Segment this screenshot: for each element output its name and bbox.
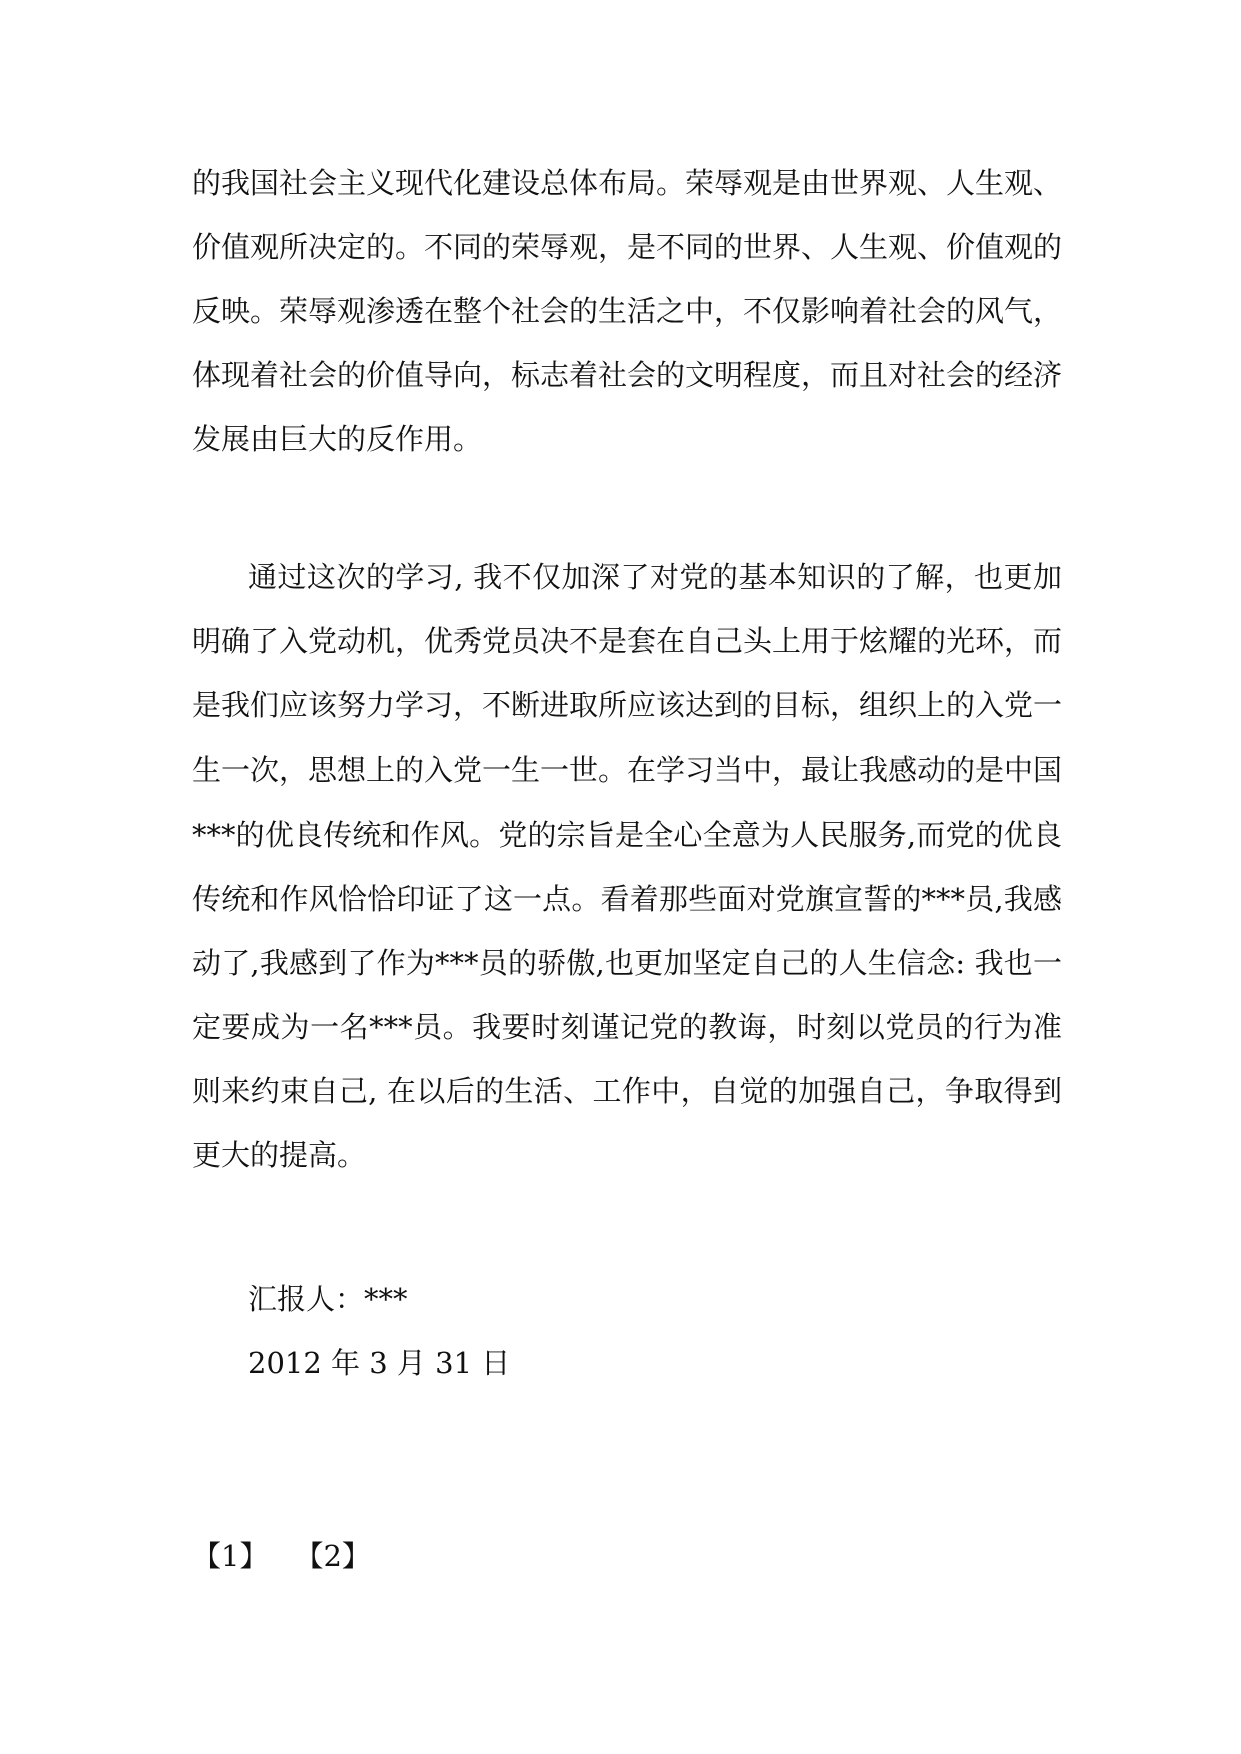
report-date: 2012 年 3 月 31 日 (248, 1346, 511, 1380)
pagination (192, 1538, 371, 1574)
paragraph-line: 价值观所决定的。不同的荣辱观，是不同的世界、人生观、价值观的 (192, 230, 1063, 264)
paragraph-line: 则来约束自己, 在以后的生活、工作中，自觉的加强自己，争取得到 (192, 1074, 1062, 1108)
paragraph-line: 通过这次的学习, 我不仅加深了对党的基本知识的了解，也更加 (248, 560, 1062, 594)
page-link-2[interactable]: 【2】 (294, 1539, 371, 1573)
page-link-1[interactable]: 【1】 (192, 1539, 269, 1573)
paragraph-line: 发展由巨大的反作用。 (192, 422, 483, 456)
paragraph-line: 定要成为一名***员。我要时刻谨记党的教诲，时刻以党员的行为准 (192, 1010, 1062, 1044)
reporter-signature: 汇报人：*** (248, 1282, 408, 1316)
paragraph-line: 更大的提高。 (192, 1138, 367, 1172)
paragraph-line: 是我们应该努力学习，不断进取所应该达到的目标，组织上的入党一 (192, 688, 1063, 722)
paragraph-line: 的我国社会主义现代化建设总体布局。荣辱观是由世界观、人生观、 (192, 166, 1063, 200)
paragraph-line: ***的优良传统和作风。党的宗旨是全心全意为人民服务,而党的优良 (192, 818, 1062, 852)
paragraph-line: 生一次，思想上的入党一生一世。在学习当中，最让我感动的是中国 (192, 753, 1063, 787)
paragraph-line: 反映。荣辱观渗透在整个社会的生活之中，不仅影响着社会的风气， (192, 294, 1063, 328)
paragraph-line: 动了,我感到了作为***员的骄傲,也更加坚定自己的人生信念: 我也一 (192, 946, 1062, 980)
paragraph-line: 传统和作风恰恰印证了这一点。看着那些面对党旗宣誓的***员,我感 (192, 882, 1062, 916)
paragraph-line: 明确了入党动机，优秀党员决不是套在自己头上用于炫耀的光环，而 (192, 624, 1063, 658)
paragraph-line: 体现着社会的价值导向，标志着社会的文明程度，而且对社会的经济 (192, 358, 1063, 392)
